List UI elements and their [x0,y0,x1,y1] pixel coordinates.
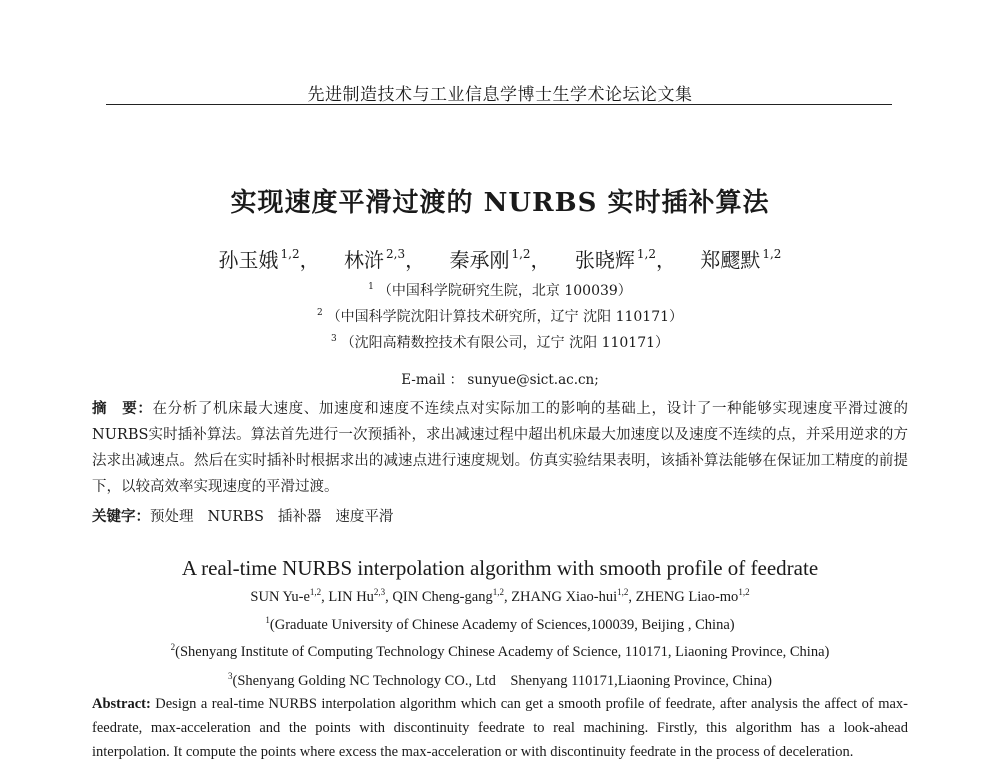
abstract-en [92,692,908,764]
author-cn-5 [700,248,781,272]
author-separator: ， [656,248,676,272]
authors-en: SUN $Yu-e^{1,2}$, LIN Hu$^{2,3}$, QIN Cheng-gang$^{1,2}$, ZHANG Xiao-hui$^{1,2}$, ZHENG Liao-mo$^{1,2}$ [250,587,750,605]
author-en-name: ZHANG Xiao-hui [511,589,618,605]
running-header: 先进制造技术与工业信息学博士生学术论坛论文集 [307,85,693,105]
author-cn-name: 郑飂默 [700,248,761,272]
affiliation-number: 2 [316,308,323,318]
affiliation-cn-1 [0,280,1000,300]
author-cn-1 [219,248,320,272]
author-cn-4 [575,248,676,272]
affiliation-text: (Graduate University of Chinese Academy of Sciences,100039, Beijing , China) [269,617,735,633]
author-en-aff: 1,2 [617,587,629,597]
author-en-name: ZHENG Liao-mo [635,589,739,605]
author-cn-aff: 1,2 [762,247,782,261]
author-cn-name: 孙玉娥 [218,248,279,272]
author-cn-aff: 2,3 [386,247,406,261]
header-rule [106,104,892,105]
affiliation-text: (Shenyang Golding NC Technology CO., Ltd Shenyang 110171,Liaoning Province, China) [232,673,772,689]
author-en-name: SUN Yu-e [250,589,310,605]
author-cn-aff: 1,2 [636,247,656,261]
affiliation-text: (Shenyang Institute of Computing Technology Chinese Academy of Science, 110171, Liaoning Province, China) [175,644,830,660]
keyword: 插补器 [277,509,322,525]
author-cn-aff: 1,2 [511,247,531,261]
abstract-cn [92,396,908,500]
affiliation-text: （沈阳高精数控技术有限公司，辽宁 沈阳 110171） [340,335,670,351]
affiliation-number: 1 [265,615,270,625]
author-en-aff: 1,2 [492,587,504,597]
keyword: 预处理 [150,509,194,525]
author-separator: ， [530,248,551,272]
title-en: A real-time NURBS interpolation algorithm with smooth profile of feedrate [181,556,819,580]
author-cn-name: 张晓辉 [574,248,635,272]
author-cn-3 [449,248,550,272]
title-cn: 实现速度平滑过渡的 NURBS 实时插补算法 [230,188,770,218]
author-en-aff: 1,2 [738,587,750,597]
keywords-cn-label: 关键字： [92,508,150,525]
email-line: E-mail ： sunyue@sict.ac.cn; [401,372,599,388]
author-cn-aff: 1,2 [280,247,300,261]
abstract-en-label: Abstract: [92,696,151,712]
abstract-cn-label: 摘 要： [92,400,153,417]
affiliation-text: （中国科学院研究生院，北京 100039） [377,283,632,299]
author-separator: ， [299,248,320,272]
keyword: 速度平滑 [335,509,394,525]
author-en-aff: 1,2 [309,587,322,597]
affiliation-cn-2 [0,306,1000,326]
author-cn-2 [344,248,425,272]
affiliation-en-2 [0,642,1000,661]
affiliation-text: （中国科学院沈阳计算技术研究所，辽宁 沈阳 110171） [326,309,684,325]
author-cn-name: 秦承刚 [449,248,510,272]
affiliation-number: 1 [368,282,374,292]
affiliation-number: 3 [228,671,233,681]
affiliation-number: 3 [330,334,337,344]
author-en-aff: 2,3 [373,587,386,597]
author-separator: ， [405,248,426,272]
authors-cn [0,244,1000,273]
keyword: NURBS [207,509,264,525]
author-en-name: QIN Cheng-gang [392,589,493,605]
affiliation-en-1 [0,615,1000,634]
keywords-cn [92,504,908,530]
abstract-en-text: Design a real-time NURBS interpolation algorithm which can get a smooth profile of feedrate, after analysis the affect of max-feedrate, max-acceleration and the points with discontinuity feedrate to real machining. Firstly, this algorithm has a look-ahead interpolation. It compute the points where excess the max-acceleration or with discontinuity feedrate in the process of deceleration. [92,696,908,760]
affiliation-number: 2 [170,642,176,652]
affiliation-en-3 [0,669,1000,690]
affiliation-cn-3 [0,332,1000,352]
abstract-cn-text: 在分析了机床最大速度、加速度和速度不连续点对实际加工的影响的基础上，设计了一种能够实现速度平滑过渡的NURBS实时插补算法。算法首先进行一次预插补，求出减速过程中超出机床最大加速度以及速度不连续的点，并采用逆求的方法求出减速点。然后在实时插补时根据求出的减速点进行速度规划。仿真实验结果表明，该插补算法能够在保证加工精度的前提下，以较高效率实现速度的平滑过渡。 [92,401,909,495]
author-en-name: LIN Hu [328,589,374,605]
author-cn-name: 林浒 [344,248,384,272]
